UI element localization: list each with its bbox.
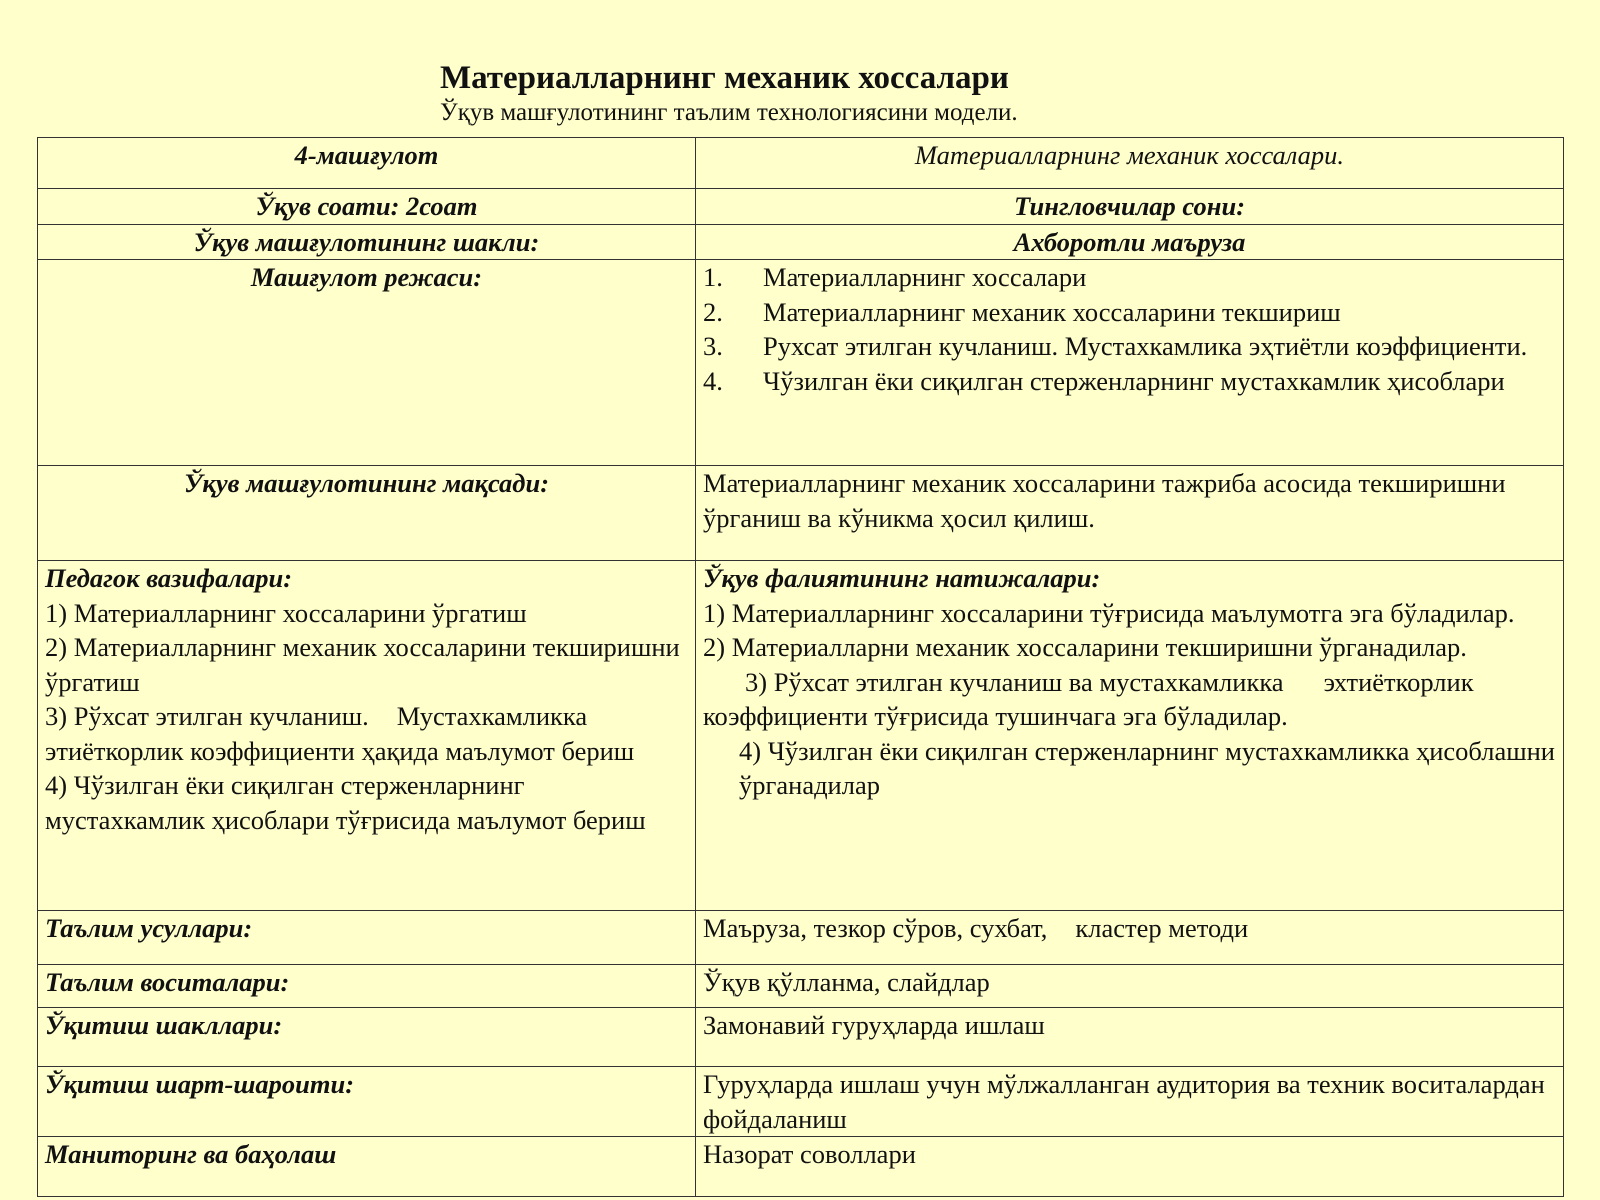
list-item: 2) Материалларнинг механик хоссаларини текширишни ўргатиш [45,632,680,697]
list-item: 4) Чўзилган ёки сиқилган стерженларнинг мустахкамлик ҳисоблари тўғрисида маълумот бериш [45,770,646,835]
session-plan-cell [696,260,1564,466]
session-plan-label: Машғулот режаси: [38,260,696,466]
table-row [38,965,1564,1008]
list-item: 3. Рухсат этилган кучланиш. Мустахкамлика эҳтиётли коэффициенти. [703,331,1528,361]
list-item: 2. Материалларнинг механик хоссаларини текшириш [703,296,1341,327]
table-row [38,1067,1564,1137]
pedagogue-tasks-cell [38,561,696,911]
teaching-conditions-label: Ўқитиш шарт-шароити: [38,1067,696,1137]
table-row [38,1008,1564,1067]
teaching-tools-value: Ўқув қўлланма, слайдлар [696,965,1564,1008]
teaching-methods-label: Таълим усуллари: [38,911,696,965]
list-item: 3) Рўхсат этилган кучланиш ва мустахкамликка [745,666,1284,697]
table-row [38,466,1564,561]
table-row [38,189,1564,225]
session-goal-label: Ўқув машғулотининг мақсади: [38,466,696,561]
list-item: 1) Материалларнинг хоссаларини тўғрисида маълумотга эга бўладилар. [703,597,1515,628]
teaching-forms-value: Замонавий гуруҳларда ишлаш [696,1008,1564,1067]
teaching-methods-value: Маъруза, тезкор сўров, сухбат, [703,913,1048,943]
list-item: 4) Чўзилган ёки сиқилган стерженларнинг мустахкамликка ҳисоблашни ўрганадилар [739,735,1555,800]
monitoring-label: Маниторинг ва баҳолаш [38,1137,696,1197]
session-form-value: Ахборотли маъруза [696,224,1564,260]
page-title: Материалларнинг механик хоссалари [440,60,1009,96]
teaching-methods-cell [696,911,1564,965]
learning-outcomes-label: Ўқув фалиятининг натижалари: [703,563,1101,593]
learning-outcomes-cell [696,561,1564,911]
session-goal-value: Материалларнинг механик хоссаларини тажриба асосида текширишни ўрганиш ва кўникма ҳосил қилиш. [696,466,1564,561]
students-count-label: Тингловчилар сони: [696,189,1564,225]
table-row [38,1137,1564,1197]
session-number-label: 4-машғулот [38,138,696,189]
monitoring-value: Назорат соволлари [696,1137,1564,1197]
pedagogue-tasks-label: Педагок вазифалари: [45,563,293,593]
table-row [38,561,1564,911]
table-row [38,138,1564,189]
session-form-label: Ўқув машғулотининг шакли: [38,224,696,260]
list-item: Мустахкамликка этиёткорлик коэффициенти ҳақида маълумот бериш [45,701,635,766]
list-item: эхтиёткорлик коэффициенти тўғрисида тушинчага эга бўладилар. [703,666,1474,731]
page-subtitle: Ўқув машғулотининг таълим технологиясини модели. [440,99,1018,126]
list-item: 1) Материалларнинг хоссаларини ўргатиш [45,597,527,628]
study-hours-label: Ўқув соати: 2соат [38,189,696,225]
session-topic: Материалларнинг механик хоссалари. [696,138,1564,189]
teaching-conditions-value: Гуруҳларда ишлаш учун мўлжалланган аудитория ва техник воситалардан фойдаланиш [696,1067,1564,1137]
session-plan-list [703,260,1556,398]
teaching-tools-label: Таълим воситалари: [38,965,696,1008]
teaching-forms-label: Ўқитиш шакллари: [38,1008,696,1067]
table-row [38,260,1564,466]
list-item: 2) Материалларни механик хоссаларини текширишни ўрганадилар. [703,632,1467,662]
list-item: 1. Материалларнинг хоссалари [703,262,1087,292]
list-item: 4. Чўзилган ёки сиқилган стерженларнинг мустахкамлик ҳисоблари [703,365,1505,396]
table-row [38,224,1564,260]
table-row [38,911,1564,965]
lesson-plan-table [37,137,1564,1197]
list-item: 3) Рўхсат этилган кучланиш. [45,701,369,731]
teaching-methods-value-extra: кластер методи [1075,913,1249,943]
